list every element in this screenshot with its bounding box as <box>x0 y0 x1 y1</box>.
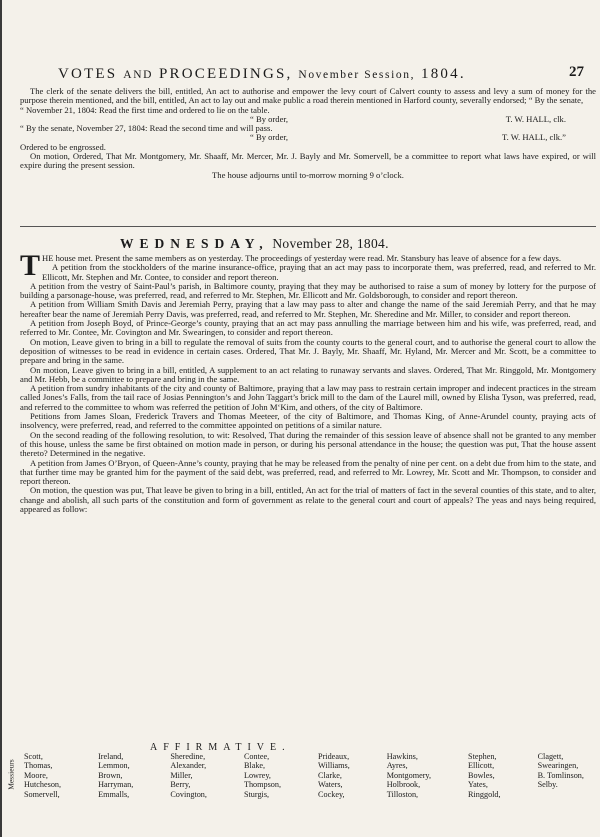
member-name: Ellicott, <box>468 761 495 771</box>
heading-date: November 28, 1804. <box>272 236 389 251</box>
member-name: Harryman, <box>98 780 134 790</box>
affirmative-heading: AFFIRMATIVE. <box>150 742 291 753</box>
member-name: Yates, <box>468 780 488 790</box>
signature-order: “ By order, <box>250 113 289 124</box>
title-session: November Session, <box>298 69 416 81</box>
title-votes: VOTES <box>58 66 118 82</box>
paragraph: A petition from Joseph Boyd, of Prince-George’s county, praying that an act may pass annulling the marriage between him and his wife, was preferred, read, and referred to Mr. Contee, Mr. Covington and Mr. Swearingen, to consider and report thereon. <box>20 318 596 338</box>
wednesday-proceedings <box>20 249 596 515</box>
member-name: Waters, <box>318 780 343 790</box>
member-name: Lowrey, <box>243 770 271 780</box>
member-name: Ireland, <box>98 752 124 761</box>
page-header <box>20 66 586 84</box>
member-name: Clarke, <box>318 770 342 780</box>
signature-order: “ By order, <box>250 132 289 143</box>
member-name: Bowles, <box>468 770 495 780</box>
member-name: Tilloston, <box>386 789 419 799</box>
paragraph: “ November 21, 1804: Read the first time and ordered to lie on the table. <box>20 104 270 115</box>
member-name: Sturgis, <box>243 789 270 799</box>
member-name: Holbrook, <box>386 780 421 790</box>
vote-column <box>24 752 61 799</box>
signature-line <box>20 133 596 142</box>
paragraph: The clerk of the senate delivers the bill, entitled, An act to authorise and empower the levy court of Calvert county to assess and levy a sum of money for the purpose therein mentioned, and the bill, entitled, An act to lay out and make public a road therein mentioned in Harford county, severally endorsed; “ By the senate, <box>20 86 596 106</box>
vote-column <box>170 752 207 799</box>
member-name: B. Tomlinson, <box>537 770 584 780</box>
member-name: Ayres, <box>386 761 408 771</box>
paragraph: Ordered to be engrossed. <box>20 141 106 152</box>
heading-day: WEDNESDAY, <box>120 236 269 251</box>
member-name: Thompson, <box>243 780 282 790</box>
page-number: 27 <box>569 64 584 80</box>
section-divider <box>20 226 596 227</box>
member-name: Montgomery, <box>386 770 432 780</box>
adjournment-line: The house adjourns until to-morrow morning 9 o’clock. <box>212 169 404 180</box>
member-name: Moore, <box>24 770 48 780</box>
vote-column <box>318 752 350 799</box>
paragraph: On motion, the question was put, That leave be given to bring in a bill, entitled, An act for the trial of matters of fact in the several counties of this state, and to alter, change and abolish, all such parts of the constitution and form of government as relate to the general court and court of appeals? The yeas and nays being required, appeared as follow: <box>20 485 596 515</box>
paragraph: “ By the senate, November 27, 1804: Read the second time and will pass. <box>20 123 273 134</box>
member-name: Contee, <box>243 752 270 761</box>
member-name: Sheredine, <box>170 752 206 761</box>
member-name: Selby. <box>537 780 558 790</box>
member-name: Alexander, <box>170 761 207 771</box>
running-title <box>58 66 466 83</box>
member-name: Clagett, <box>537 752 564 761</box>
title-proceedings: PROCEEDINGS, <box>158 66 293 82</box>
member-name: Swearingen, <box>537 761 579 771</box>
paragraph: On the second reading of the following resolution, to wit: Resolved, That during the remainder of this session leave of absence shall not be granted to any member of this house, unless the same be first obtained on motion made in person, or during his personal attendance in the house; the question was put, That the house assent thereto? Determined in the negative. <box>20 429 596 459</box>
member-name: Hutcheson, <box>24 780 62 790</box>
title-and: AND <box>123 69 154 81</box>
vote-column <box>98 752 133 799</box>
paragraph: A petition from the stockholders of the marine insurance-office, praying that an act may pass to incorporate them, was preferred, read, and referred to Mr. Ellicott, Mr. Stephen and Mr. Contee, to consider and report thereon. <box>42 262 596 282</box>
member-name: Thomas, <box>24 761 53 771</box>
binding-edge <box>0 0 2 837</box>
paragraph: Petitions from James Sloan, Frederick Travers and Thomas Meeteer, of the city of Baltimore, and Thomas King, of Anne-Arundel county, praying acts of insolvency, were preferred, read, and referred to the committee appointed on petitions of a similar nature. <box>20 411 596 431</box>
member-name: Covington, <box>170 789 207 799</box>
paragraph: A petition from James O’Bryon, of Queen-Anne’s county, praying that he may be released from the penalty of nine per cent. on a debt due from him to the state, and that further time may be granted him for the payment of the said debt, was preferred, read, and referred to Mr. Lowrey, Mr. Scott and Mr. Thompson, to consider and report thereon. <box>20 457 596 487</box>
affirmative-vote-list <box>24 752 584 799</box>
paragraph: On motion, Ordered, That Mr. Montgomery, Mr. Shaaff, Mr. Mercer, Mr. J. Bayly and Mr. Somervell, be a committee to report what laws have expired, or will expire during the present session. <box>20 151 596 171</box>
day-heading <box>120 236 389 252</box>
paragraph: On motion, Leave given to bring in a bill, entitled, A supplement to an act relating to runaway servants and slaves. Ordered, That Mr. Ringgold, Mr. Montgomery and Mr. Hebb, be a committee to prepare and bring in the same. <box>20 364 596 384</box>
title-year: 1804. <box>421 66 466 82</box>
drop-cap: T <box>20 249 41 282</box>
member-name: Emmalls, <box>98 789 130 799</box>
member-name: Miller, <box>170 770 193 780</box>
member-name: Stephen, <box>468 752 497 761</box>
paragraph-text: HE house met. Present the same members as on yesterday. The proceedings of yesterday were read. Mr. Stansbury has leave of absence for a few days. <box>42 253 562 263</box>
signature-clerk: T. W. HALL, clk.” <box>501 132 566 143</box>
paragraph: A petition from the vestry of Saint-Paul’s parish, in Baltimore county, praying that they may be authorised to raise a sum of money by lottery for the purpose of building a parsonage-house, was preferred, read, and referred to Mr. Stephen, Mr. Ellicott and Mr. Goldsborough, to consider and report thereon. <box>20 280 596 301</box>
paragraph: A petition from sundry inhabitants of the city and county of Baltimore, praying that a law may pass to restrain certain improper and indecent practices in the stream called Jones’s Falls, from the tail race of Josias Pennington’s and John Taggart’s brick mill to the dam of the Laurel mill, owned by Elisha Tyson, was preferred, read, and referred to the committee to whom was referred the petition of John M‘Kim, and others, of the city of Baltimore. <box>20 383 596 412</box>
member-name: Prideaux, <box>318 752 350 761</box>
vote-column <box>244 752 281 799</box>
member-name: Brown, <box>98 770 123 780</box>
messieurs-label <box>6 756 22 798</box>
member-name: Somervell, <box>24 789 60 799</box>
member-name: Berry, <box>170 780 191 790</box>
paragraph: A petition from William Smith Davis and Jeremiah Perry, praying that a law may pass to alter and change the name of the said Jeremiah Perry, and that he may hereafter bear the name of Jeremiah Perry Davis, was preferred, read, and referred to Mr. Stephen, Mr. Sheredine and Mr. Miller, to consider and report thereon. <box>20 299 596 319</box>
vote-column <box>468 752 501 799</box>
paragraph: On motion, Leave given to bring in a bill to regulate the removal of suits from the county courts to the general court, and to authorise the general court to allow the deposition of witnesses to be read in evidence in certain cases. Ordered, That Mr. J. Bayly, Mr. Shaaff, Mr. Hyland, Mr. Mercer and Mr. Scott, be a committee to prepare and bring in the same. <box>20 336 596 366</box>
messieurs-text: Messieurs <box>6 759 16 790</box>
member-name: Lemmon, <box>98 761 130 771</box>
vote-column <box>538 752 584 799</box>
signature-clerk: T. W. HALL, clk. <box>505 113 566 124</box>
vote-column <box>387 752 431 799</box>
member-name: Blake, <box>243 761 266 771</box>
member-name: Hawkins, <box>386 752 418 761</box>
member-name: Scott, <box>24 752 43 761</box>
member-name: Ringgold, <box>468 789 501 799</box>
member-name: Cockey, <box>318 789 345 799</box>
member-name: Williams, <box>318 761 350 771</box>
previous-day-proceedings <box>20 87 596 180</box>
